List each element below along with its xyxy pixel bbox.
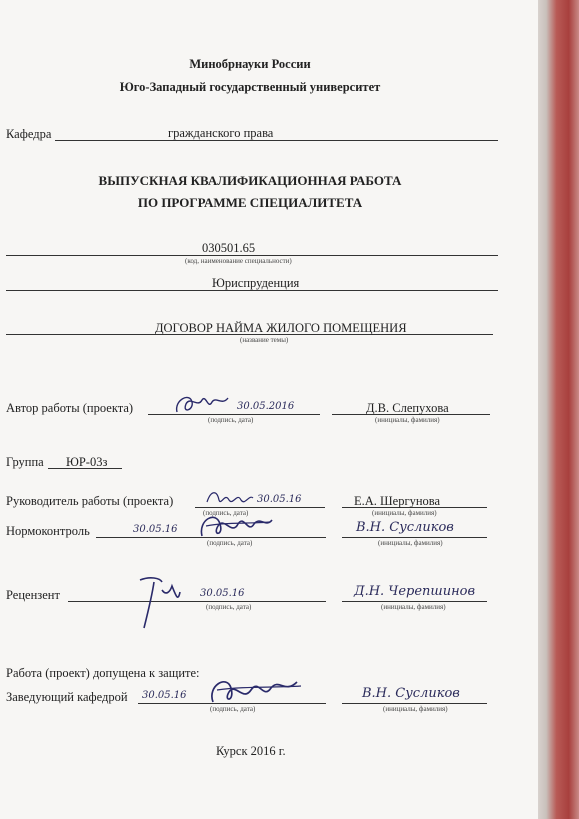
group-value: ЮР-03з [66, 455, 108, 469]
head-signature-image [205, 668, 305, 712]
department-label: Кафедра [6, 127, 52, 141]
supervisor-name: Е.А. Шергунова [354, 494, 441, 508]
admission-text: Работа (проект) допущена к защите: [6, 666, 200, 680]
specialty-code: 030501.65 [202, 241, 256, 255]
specialty-code-line [6, 255, 498, 256]
university-name: Юго-Западный государственный университет [119, 80, 381, 94]
author-signature-image [172, 390, 232, 420]
supervisor-label: Руководитель работы (проекта) [6, 494, 174, 508]
specialty-code-caption: (код, наименование специальности) [185, 257, 292, 265]
supervisor-sign-caption: (подпись, дата) [203, 509, 249, 517]
head-name-line [342, 703, 487, 704]
reviewer-date: 30.05.16 [200, 588, 245, 599]
group-label: Группа [6, 455, 44, 469]
work-title-line1: ВЫПУСКНАЯ КВАЛИФИКАЦИОННАЯ РАБОТА [98, 173, 402, 188]
normcontrol-name: В.Н. Сусликов [356, 520, 454, 535]
department-line [55, 140, 498, 141]
reviewer-label: Рецензент [6, 588, 60, 602]
supervisor-date: 30.05.16 [257, 494, 302, 505]
topic-caption: (название темы) [240, 336, 289, 344]
reviewer-signature-image [136, 572, 186, 632]
department-value: гражданского права [168, 126, 274, 140]
head-sign-caption: (подпись, дата) [210, 705, 256, 713]
binding-edge [538, 0, 579, 819]
reviewer-name-caption: (инициалы, фамилия) [381, 603, 446, 611]
head-label: Заведующий кафедрой [6, 690, 128, 704]
author-sign-caption: (подпись, дата) [208, 416, 254, 424]
topic-line [6, 334, 493, 335]
normcontrol-name-caption: (инициалы, фамилия) [378, 539, 443, 547]
supervisor-name-caption: (инициалы, фамилия) [372, 509, 437, 517]
head-date: 30.05.16 [142, 690, 187, 701]
normcontrol-signature-image [196, 506, 276, 546]
normcontrol-label: Нормоконтроль [6, 524, 90, 538]
city-year: Курск 2016 г. [216, 744, 286, 758]
author-label: Автор работы (проекта) [6, 401, 134, 415]
normcontrol-name-line [342, 537, 487, 538]
ministry-name: Минобрнауки России [189, 57, 311, 71]
author-date: 30.05.2016 [237, 401, 295, 412]
specialty-name-line [6, 290, 498, 291]
reviewer-sign-line [68, 601, 326, 602]
head-name: В.Н. Сусликов [362, 686, 460, 701]
normcontrol-sign-caption: (подпись, дата) [207, 539, 253, 547]
author-name-caption: (инициалы, фамилия) [375, 416, 440, 424]
supervisor-signature-image [205, 486, 255, 508]
topic-value: ДОГОВОР НАЙМА ЖИЛОГО ПОМЕЩЕНИЯ [155, 321, 407, 335]
reviewer-name-line [342, 601, 487, 602]
normcontrol-date: 30.05.16 [133, 524, 178, 535]
specialty-name: Юриспруденция [212, 276, 300, 290]
reviewer-sign-caption: (подпись, дата) [206, 603, 252, 611]
head-name-caption: (инициалы, фамилия) [383, 705, 448, 713]
reviewer-name: Д.Н. Черепшинов [354, 584, 476, 599]
author-name: Д.В. Слепухова [366, 401, 449, 415]
work-title-line2: ПО ПРОГРАММЕ СПЕЦИАЛИТЕТА [137, 195, 363, 210]
